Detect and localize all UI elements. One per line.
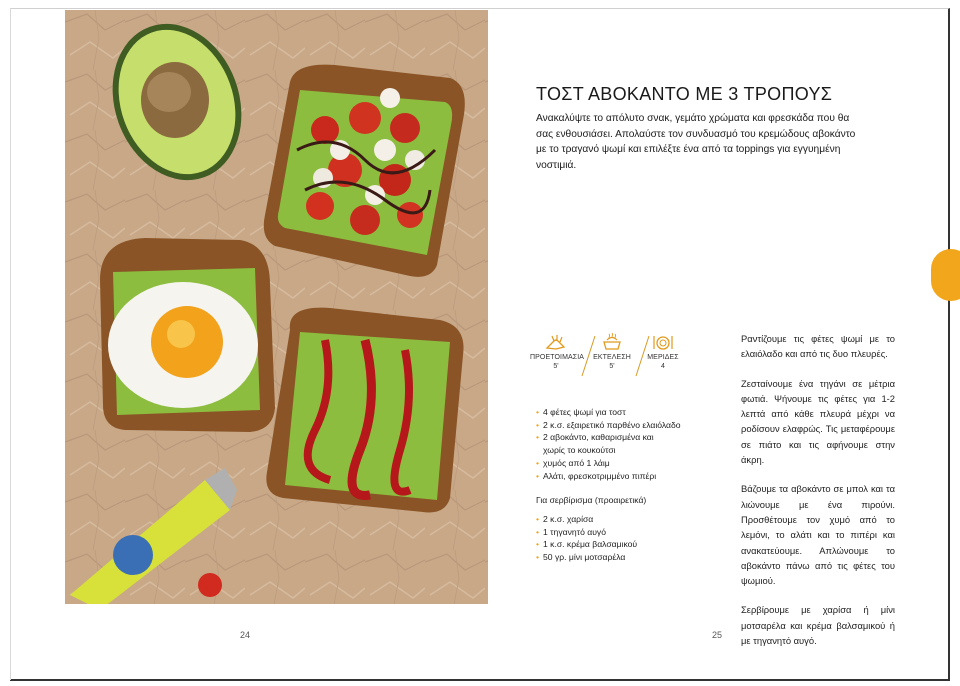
serving-heading: Για σερβίρισμα (προαιρετικά)	[536, 495, 647, 506]
recipe-meta	[530, 333, 690, 383]
serving-item: • 1 κ.σ. κρέμα βαλσαμικού	[536, 538, 716, 551]
ingredient-item: • χυμός από 1 λάιμ	[536, 457, 716, 470]
ingredients-list	[536, 406, 716, 564]
meta-prep-value: 5'	[553, 363, 559, 370]
meta-prep-label: ΠΡΟΕΤΟΙΜΑΣΙΑ	[530, 354, 585, 361]
method-steps	[741, 331, 895, 662]
method-step: Βάζουμε τα αβοκάντο σε μπολ και τα λιώνουμε με ένα πιρούνι. Προσθέτουμε τον χυμό από το λεμόνι, το αλάτι και το πιπέρι και ανακατεύουμε. Απλώνουμε το αβοκάντο πάνω από τις φέτες του ψωμιού.	[741, 483, 895, 587]
plate-cutlery-icon	[652, 333, 674, 351]
recipe-title: ΤΟΣΤ ΑΒΟΚΑΝΤΟ ΜΕ 3 ΤΡΟΠΟΥΣ	[536, 84, 833, 104]
meta-cook	[586, 333, 638, 370]
toast-fried-egg	[100, 238, 275, 432]
recipe-intro: Ανακαλύψτε το απόλυτο σνακ, γεμάτο χρώματα και φρεσκάδα που θα σας ενθουσιάσει. Απολαύστε τον συνδυασμό του κρεμώδους αβοκάντο με το τραγανό ψωμί και επιλέξτε ένα από τα toppings για εγγυημένη νοστιμιά.	[536, 113, 856, 171]
toast-harissa	[266, 308, 463, 513]
right-page-number: 25	[712, 630, 723, 640]
ingredient-item-continuation: χωρίς το κουκούτσι	[543, 445, 616, 456]
ingredient-item: • 4 φέτες ψωμί για τοστ	[536, 406, 716, 419]
toast-mozzarella-tomato	[264, 65, 465, 277]
ingredient-item: • 2 αβοκάντο, καθαρισμένα και	[536, 431, 716, 444]
meta-servings-label: ΜΕΡΙΔΕΣ	[647, 354, 679, 361]
page-edge	[10, 8, 11, 680]
avocado-toast-illustration	[65, 10, 488, 604]
ingredient-item: • Αλάτι, φρεσκοτριμμένο πιπέρι	[536, 470, 716, 483]
cooking-pot-icon	[601, 333, 623, 351]
meta-prep	[530, 333, 585, 370]
food-photo	[65, 10, 488, 604]
serving-item: • 50 γρ. μίνι μοτσαρέλα	[536, 551, 716, 564]
serving-item: • 2 κ.σ. χαρίσα	[536, 513, 716, 526]
method-step: Σερβίρουμε με χαρίσα ή μίνι μοτσαρέλα και κρέμα βαλσαμικού ή με τηγανητό αυγό.	[741, 604, 895, 647]
ingredient-item: • 2 κ.σ. εξαιρετικό παρθένο ελαιόλαδο	[536, 419, 716, 432]
method-step: Ραντίζουμε τις φέτες ψωμί με το ελαιόλαδο και από τις δυο πλευρές.	[741, 333, 895, 360]
prep-hand-icon	[545, 333, 567, 351]
method-step: Ζεσταίνουμε ένα τηγάνι σε μέτρια φωτιά. Ψήνουμε τις φέτες για 1-2 λεπτά από κάθε πλευρά μέχρι να ροδίσουν ελαφρώς. Τις μεταφέρουμε σε πιάτο και τις αφήνουμε στην άκρη.	[741, 377, 895, 466]
meta-servings	[637, 333, 689, 370]
meta-cook-value: 5'	[609, 363, 615, 370]
chapter-tab-marker	[931, 249, 960, 301]
meta-servings-value: 4	[661, 363, 665, 370]
left-page-number: 24	[240, 630, 251, 640]
serving-item: • 1 τηγανητό αυγό	[536, 526, 716, 539]
meta-cook-label: ΕΚΤΕΛΕΣΗ	[593, 354, 631, 361]
